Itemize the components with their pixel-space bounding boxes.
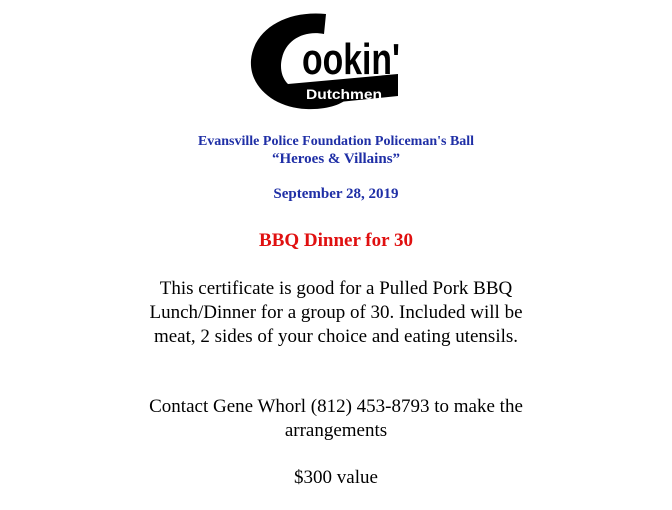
svg-text:Dutchmen: Dutchmen [306,86,382,102]
svg-text:ookin': ookin' [302,35,400,84]
contact-info: Contact Gene Whorl (812) 453-8793 to make the arrangements [149,396,523,441]
offer-value: $300 value [294,467,378,488]
cookin-dutchmen-logo [248,8,408,112]
event-name: Evansville Police Foundation Policeman's Ball [197,134,475,149]
event-date: September 28, 2019 [273,186,399,202]
offer-title: BBQ Dinner for 30 [259,230,413,251]
logo-graphic [248,8,408,112]
event-theme: “Heroes & Villains” [271,151,401,167]
offer-description: This certificate is good for a Pulled Pork BBQ Lunch/Dinner for a group of 30. Included will be meat, 2 sides of your choice and eating utensils. [149,278,523,347]
